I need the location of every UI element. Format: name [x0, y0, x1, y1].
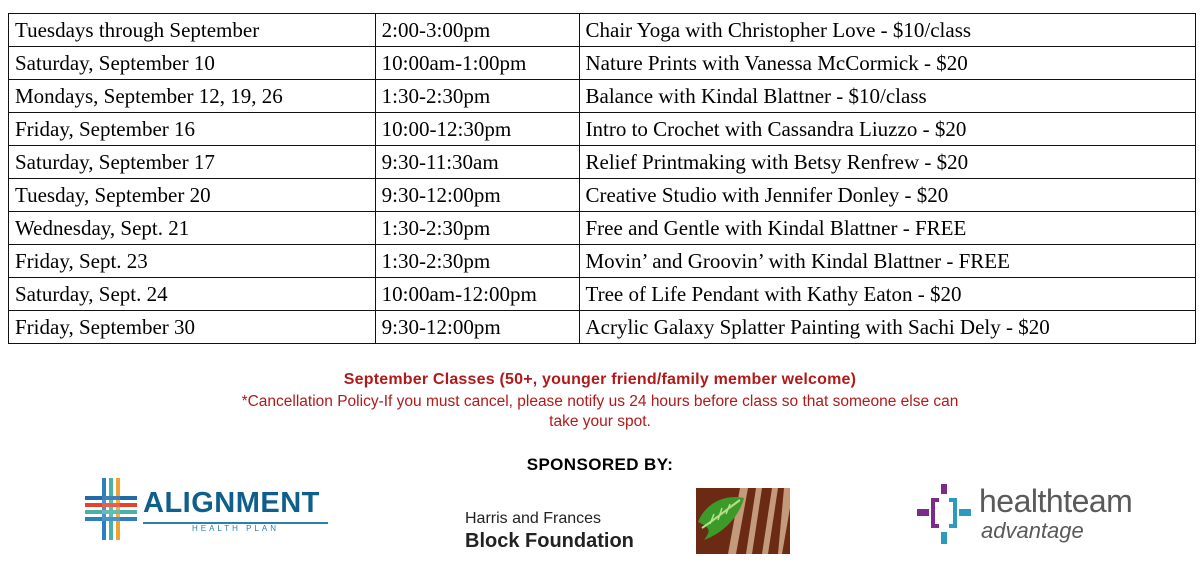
alignment-name: ALIGNMENT: [143, 487, 320, 519]
table-row: [9, 212, 1196, 245]
table-row: [9, 179, 1196, 212]
time-cell: 9:30-11:30am: [375, 146, 579, 179]
time-cell: 10:00am-12:00pm: [375, 278, 579, 311]
healthteam-name: healthteam: [979, 483, 1133, 519]
block-foundation-line1: Harris and Frances: [465, 510, 602, 527]
date-cell: Tuesdays through September: [9, 14, 376, 47]
time-cell: 1:30-2:30pm: [375, 245, 579, 278]
class-schedule-table: [8, 13, 1196, 344]
class-cell: Tree of Life Pendant with Kathy Eaton - $20: [579, 278, 1196, 311]
sponsored-by-heading: SPONSORED BY:: [526, 455, 674, 474]
table-row: [9, 113, 1196, 146]
table-row: [9, 146, 1196, 179]
class-notes: [0, 370, 1200, 432]
date-cell: Saturday, Sept. 24: [9, 278, 376, 311]
cross-weave-icon: [85, 478, 137, 540]
cancellation-policy: *Cancellation Policy-If you must cancel, please notify us 24 hours before class so that someone else can take your spot.: [241, 393, 959, 430]
alignment-subtitle: HEALTH PLAN: [191, 524, 280, 533]
class-cell: Nature Prints with Vanessa McCormick - $20: [579, 47, 1196, 80]
time-cell: 10:00-12:30pm: [375, 113, 579, 146]
block-foundation-logo: [463, 488, 793, 558]
table-row: [9, 47, 1196, 80]
class-cell: Movin’ and Groovin’ with Kindal Blattner - FREE: [579, 245, 1196, 278]
date-cell: Friday, Sept. 23: [9, 245, 376, 278]
healthteam-subtitle: advantage: [981, 518, 1084, 543]
time-cell: 1:30-2:30pm: [375, 80, 579, 113]
leaf-emblem-icon: [696, 488, 790, 554]
date-cell: Saturday, September 17: [9, 146, 376, 179]
class-cell: Creative Studio with Jennifer Donley - $20: [579, 179, 1196, 212]
alignment-health-plan-logo: [85, 478, 335, 548]
september-classes-headline: September Classes (50+, younger friend/family member welcome): [343, 371, 857, 388]
time-cell: 10:00am-1:00pm: [375, 47, 579, 80]
date-cell: Friday, September 16: [9, 113, 376, 146]
class-cell: Intro to Crochet with Cassandra Liuzzo - $20: [579, 113, 1196, 146]
schedule-body: [9, 14, 1196, 344]
date-cell: Tuesday, September 20: [9, 179, 376, 212]
class-cell: Chair Yoga with Christopher Love - $10/class: [579, 14, 1196, 47]
time-cell: 1:30-2:30pm: [375, 212, 579, 245]
healthteam-advantage-logo: [917, 478, 1157, 553]
table-row: [9, 311, 1196, 344]
class-cell: Free and Gentle with Kindal Blattner - FREE: [579, 212, 1196, 245]
table-row: [9, 14, 1196, 47]
class-cell: Relief Printmaking with Betsy Renfrew - $20: [579, 146, 1196, 179]
table-row: [9, 245, 1196, 278]
date-cell: Saturday, September 10: [9, 47, 376, 80]
date-cell: Mondays, September 12, 19, 26: [9, 80, 376, 113]
block-foundation-line2: Block Foundation: [465, 530, 634, 552]
class-cell: Acrylic Galaxy Splatter Painting with Sachi Dely - $20: [579, 311, 1196, 344]
table-row: [9, 278, 1196, 311]
time-cell: 9:30-12:00pm: [375, 311, 579, 344]
bracket-cross-icon: [917, 484, 971, 544]
table-row: [9, 80, 1196, 113]
date-cell: Wednesday, Sept. 21: [9, 212, 376, 245]
time-cell: 2:00-3:00pm: [375, 14, 579, 47]
date-cell: Friday, September 30: [9, 311, 376, 344]
time-cell: 9:30-12:00pm: [375, 179, 579, 212]
class-cell: Balance with Kindal Blattner - $10/class: [579, 80, 1196, 113]
